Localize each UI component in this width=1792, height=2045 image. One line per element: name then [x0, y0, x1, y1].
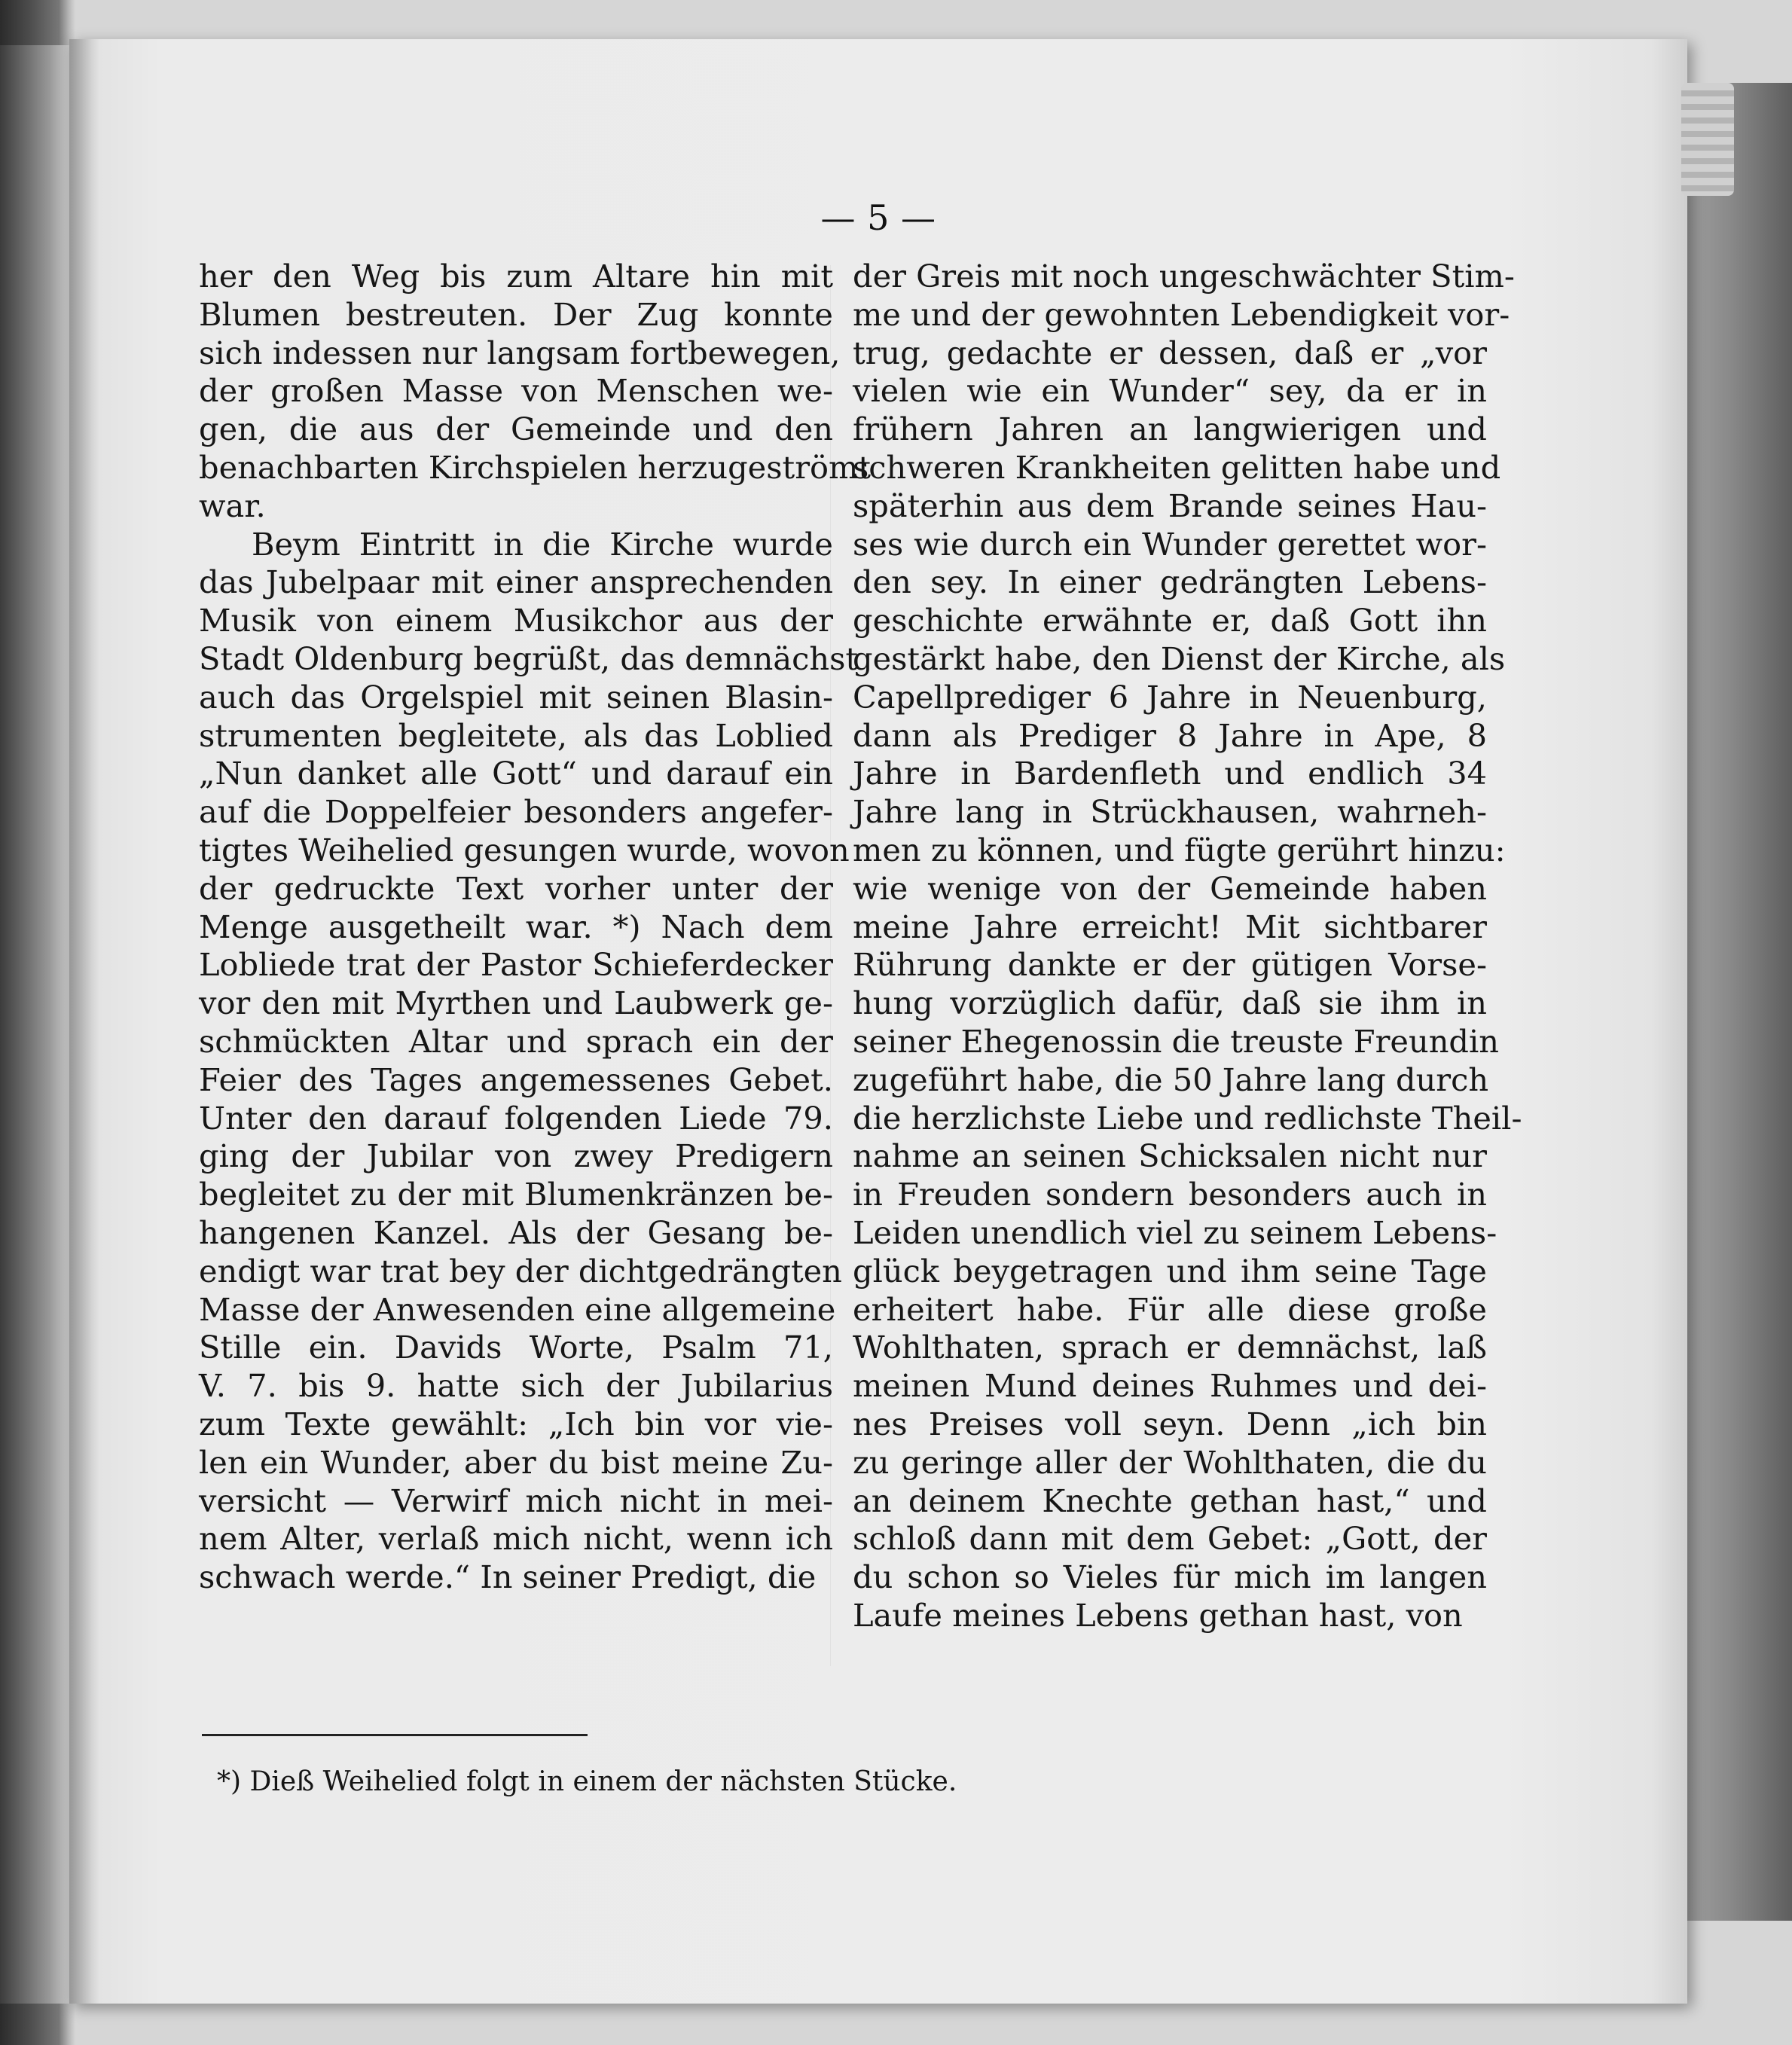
text-line: glück beygetragen und ihm seine Tage [853, 1252, 1487, 1290]
column-gutter [830, 265, 831, 1666]
text-line: me und der gewohnten Lebendigkeit vor- [853, 295, 1510, 333]
text-line: seiner Ehegenossin die treuste Freundin [853, 1022, 1499, 1060]
text-line: „Nun danket alle Gott“ und darauf ein [199, 755, 833, 792]
text-line: Jahre in Bardenfleth und endlich 34 [853, 755, 1487, 792]
text-line: strumenten begleitete, als das Loblied [199, 716, 833, 754]
text-line: Unter den darauf folgenden Liede 79. [199, 1099, 833, 1137]
text-line: vor den mit Myrthen und Laubwerk ge- [199, 984, 833, 1022]
text-line: den sey. In einer gedrängten Lebens- [853, 563, 1487, 601]
text-line: Laufe meines Lebens gethan hast, von [853, 1596, 1463, 1634]
text-line: gen, die aus der Gemeinde und den [199, 411, 833, 448]
torn-page-edge [1681, 83, 1734, 196]
text-line: Beym Eintritt in die Kirche wurde [252, 525, 833, 563]
text-line: Feier des Tages angemessenes Gebet. [199, 1061, 833, 1098]
text-line: an deinem Knechte gethan hast,“ und [853, 1482, 1487, 1519]
text-line: schmückten Altar und sprach ein der [199, 1022, 833, 1060]
text-line: auf die Doppelfeier besonders angefer- [199, 793, 833, 831]
text-line: Lobliede trat der Pastor Schieferdecker [199, 946, 833, 984]
text-line: geschichte erwähnte er, daß Gott ihn [853, 602, 1487, 639]
left-page-edge [0, 45, 72, 2004]
text-line: nahme an seinen Schicksalen nicht nur [853, 1137, 1487, 1175]
text-line: Masse der Anwesenden eine allgemeine [199, 1290, 836, 1328]
text-line: erheitert habe. Für alle diese große [853, 1290, 1487, 1328]
text-line: nem Alter, verlaß mich nicht, wenn ich [199, 1520, 833, 1558]
text-line: vielen wie ein Wunder“ sey, da er in [853, 372, 1487, 410]
text-line: Musik von einem Musikchor aus der [199, 602, 833, 639]
text-line: tigtes Weihelied gesungen wurde, wovon [199, 831, 850, 868]
text-line: begleitet zu der mit Blumenkränzen be- [199, 1176, 833, 1213]
text-line: hangenen Kanzel. Als der Gesang be- [199, 1213, 833, 1251]
text-line: dann als Prediger 8 Jahre in Ape, 8 [853, 716, 1487, 754]
text-line: war. [199, 487, 266, 524]
text-line: V. 7. bis 9. hatte sich der Jubilarius [199, 1367, 833, 1405]
text-line: der Greis mit noch ungeschwächter Stim- [853, 258, 1515, 295]
text-line: zu geringe aller der Wohlthaten, die du [853, 1443, 1487, 1481]
text-line: auch das Orgelspiel mit seinen Blasin- [199, 678, 833, 716]
text-line: meine Jahre erreicht! Mit sichtbarer [853, 908, 1487, 945]
text-line: meinen Mund deines Ruhmes und dei- [853, 1367, 1487, 1405]
text-line: frühern Jahren an langwierigen und [853, 411, 1487, 448]
text-line: benachbarten Kirchspielen herzugeströmt [199, 448, 872, 486]
text-line: Jahre lang in Strückhausen, wahrneh- [853, 793, 1487, 831]
text-line: der großen Masse von Menschen we- [199, 372, 833, 410]
text-line: schloß dann mit dem Gebet: „Gott, der [853, 1520, 1487, 1558]
text-line: Menge ausgetheilt war. *) Nach dem [199, 908, 833, 945]
page-number: — 5 — [820, 197, 936, 238]
text-line: nes Preises voll seyn. Denn „ich bin [853, 1405, 1487, 1442]
footnote: *) Dieß Weihelied folgt in einem der nächsten Stücke. [217, 1766, 957, 1797]
text-line: Blumen bestreuten. Der Zug konnte [199, 295, 833, 333]
text-line: Wohlthaten, sprach er demnächst, laß [853, 1329, 1487, 1366]
text-line: ging der Jubilar von zwey Predigern [199, 1137, 833, 1175]
text-column-left [199, 258, 872, 1597]
text-line: der gedruckte Text vorher unter der [199, 869, 833, 907]
text-line: wie wenige von der Gemeinde haben [853, 869, 1487, 907]
text-line: versicht — Verwirf mich nicht in mei- [199, 1482, 833, 1519]
book-page [69, 39, 1687, 2004]
text-line: in Freuden sondern besonders auch in [853, 1176, 1487, 1213]
text-line: zum Texte gewählt: „Ich bin vor vie- [199, 1405, 833, 1442]
text-line: Stille ein. Davids Worte, Psalm 71, [199, 1329, 833, 1366]
text-line: ses wie durch ein Wunder gerettet wor- [853, 525, 1487, 563]
binding-shadow [69, 39, 99, 2004]
book-right-edge [1687, 83, 1792, 1921]
text-line: Rührung dankte er der gütigen Vorse- [853, 946, 1487, 984]
text-line: Capellprediger 6 Jahre in Neuenburg, [853, 678, 1487, 716]
text-line: späterhin aus dem Brande seines Hau- [853, 487, 1487, 524]
text-line: gestärkt habe, den Dienst der Kirche, als [853, 639, 1506, 677]
text-line: das Jubelpaar mit einer ansprechenden [199, 563, 833, 601]
text-line: her den Weg bis zum Altare hin mit [199, 258, 833, 295]
text-line: Stadt Oldenburg begrüßt, das demnächst [199, 639, 859, 677]
text-line: hung vorzüglich dafür, daß sie ihm in [853, 984, 1487, 1022]
text-line: die herzlichste Liebe und redlichste Theil- [853, 1099, 1522, 1137]
text-line: len ein Wunder, aber du bist meine Zu- [199, 1443, 833, 1481]
text-line: du schon so Vieles für mich im langen [853, 1558, 1487, 1596]
text-line: sich indessen nur langsam fortbewegen, [199, 334, 841, 371]
text-line: Leiden unendlich viel zu seinem Lebens- [853, 1213, 1497, 1251]
text-line: schweren Krankheiten gelitten habe und [853, 448, 1501, 486]
text-line: men zu können, und fügte gerührt hinzu: [853, 831, 1506, 868]
footnote-rule [202, 1734, 588, 1736]
text-line: trug, gedachte er dessen, daß er „vor [853, 334, 1487, 371]
text-column-right [853, 258, 1522, 1635]
text-line: endigt war trat bey der dichtgedrängten [199, 1252, 842, 1290]
text-line: schwach werde.“ In seiner Predigt, die [199, 1558, 817, 1596]
text-line: zugeführt habe, die 50 Jahre lang durch [853, 1061, 1489, 1098]
